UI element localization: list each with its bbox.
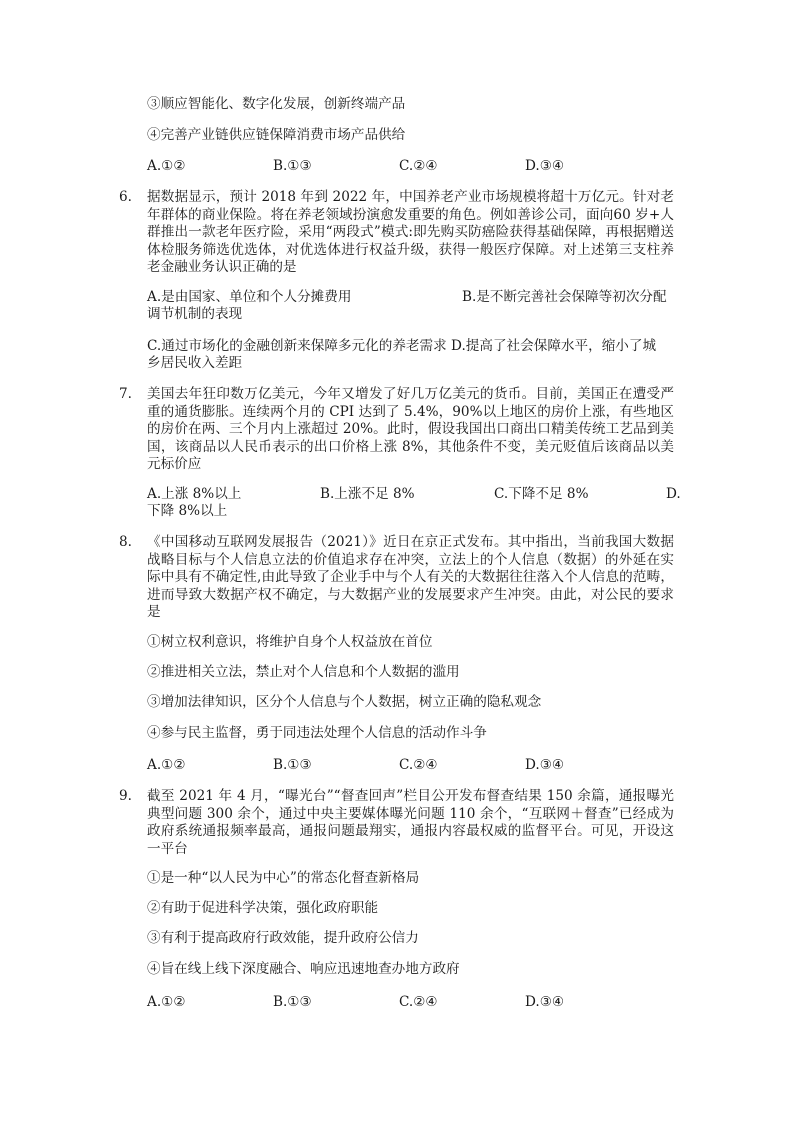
q8-statement-2: ②推进相关立法，禁止对个人信息和个人数据的滥用 [147,664,460,680]
q6-option-b-continued: 调节机制的表现 [147,306,243,322]
question-6-stem: 据数据显示，预计 2018 年到 2022 年，中国养老产业市场规模将超十万亿元。针对老年群体的商业保险。将在养老领域扮演愈发重要的角色。例如善诊公司，面向60 岁+人群推出一款老年医疗险，采用“两段式”模式:即先购买防癌险获得基础保障，再根据赠送体检服务筛选优选体，对优选体进行权益升级，获得一般医疗保障。对上述第三支柱养老金融业务认识正确的是 [147,189,674,275]
q9-option-a[interactable]: A.①② [147,994,186,1010]
q6-option-d-continued: 乡居民收入差距 [147,355,243,371]
q8-option-a[interactable]: A.①② [147,757,186,773]
option-b[interactable]: B.①③ [273,158,312,174]
q8-statement-1: ①树立权利意识，将维护自身个人权益放在首位 [147,634,433,650]
question-9-stem: 截至 2021 年 4 月，“曝光台”“督查回声”栏目公开发布督查结果 150 余篇，通报曝光典型问题 300 余个，通过中央主要媒体曝光问题 110 余个，“互联网＋督查”已经成为政府系统通报频率最高，通报问题最翔实，通报内容最权威的监督平台。可见，开设这一平台 [147,788,674,857]
question-9-number: 9. [119,788,132,804]
question-6-number: 6. [119,189,132,205]
question-8-stem: 《中国移动互联网发展报告（2021）》近日在京正式发布。其中指出，当前我国大数据战略目标与个人信息立法的价值追求存在冲突，立法上的个人信息（数据）的外延在实际中具有不确定性,由此导致了企业手中与个人有关的大数据往往落入个人信息的范畴，进而导致大数据产权不确定，与大数据产业的发展要求产生冲突。由此，对公民的要求是 [147,534,674,620]
q9-statement-4: ④旨在线上线下深度融合、响应迅速地查办地方政府 [147,961,460,977]
q7-option-d-text: 下降 8%以上 [147,503,228,519]
q9-statement-3: ③有利于提高政府行政效能，提升政府公信力 [147,930,419,946]
option-d[interactable]: D.③④ [525,158,565,174]
q9-option-c[interactable]: C.②④ [399,994,438,1010]
q8-option-d[interactable]: D.③④ [525,757,565,773]
q7-option-c[interactable]: C.下降不足 8% [494,486,589,502]
q9-option-b[interactable]: B.①③ [273,994,312,1010]
option-a[interactable]: A.①② [147,158,186,174]
q7-option-b[interactable]: B.上涨不足 8% [320,486,415,502]
q8-statement-3: ③增加法律知识，区分个人信息与个人数据，树立正确的隐私观念 [147,694,542,710]
q6-option-a[interactable]: A.是由国家、单位和个人分摊费用 [147,289,352,305]
q6-option-c-d[interactable]: C.通过市场化的金融创新来保障多元化的养老需求 D.提高了社会保障水平，缩小了城 [147,338,657,354]
q9-option-d[interactable]: D.③④ [525,994,565,1010]
question-7-number: 7. [119,386,132,402]
question-8-number: 8. [119,534,132,550]
question-7-stem: 美国去年狂印数万亿美元，今年又增发了好几万亿美元的货币。目前，美国正在遭受严重的通货膨胀。连续两个月的 CPI 达到了 5.4%，90%以上地区的房价上涨，有些地区的房价在两、三个月内上涨超过 20%。此时，假设我国出口商出口精美传统工艺品到美国，该商品以人民币表示的出口价格上涨 8%，其他条件不变，美元贬值后该商品以美元标价应 [147,386,674,472]
q9-statement-2: ②有助于促进科学决策，强化政府职能 [147,900,379,916]
statement-3: ③顺应智能化、数字化发展，创新终端产品 [147,96,406,112]
q8-statement-4: ④参与民主监督，勇于同违法处理个人信息的活动作斗争 [147,725,487,741]
q9-statement-1: ①是一种“以人民为中心”的常态化督查新格局 [147,870,420,886]
q7-option-a[interactable]: A.上涨 8%以上 [147,486,242,502]
q6-option-b[interactable]: B.是不断完善社会保障等初次分配 [462,289,667,305]
option-c[interactable]: C.②④ [399,158,438,174]
q8-option-c[interactable]: C.②④ [399,757,438,773]
q8-option-b[interactable]: B.①③ [273,757,312,773]
q7-option-d[interactable]: D. [666,486,681,502]
statement-4: ④完善产业链供应链保障消费市场产品供给 [147,127,406,143]
